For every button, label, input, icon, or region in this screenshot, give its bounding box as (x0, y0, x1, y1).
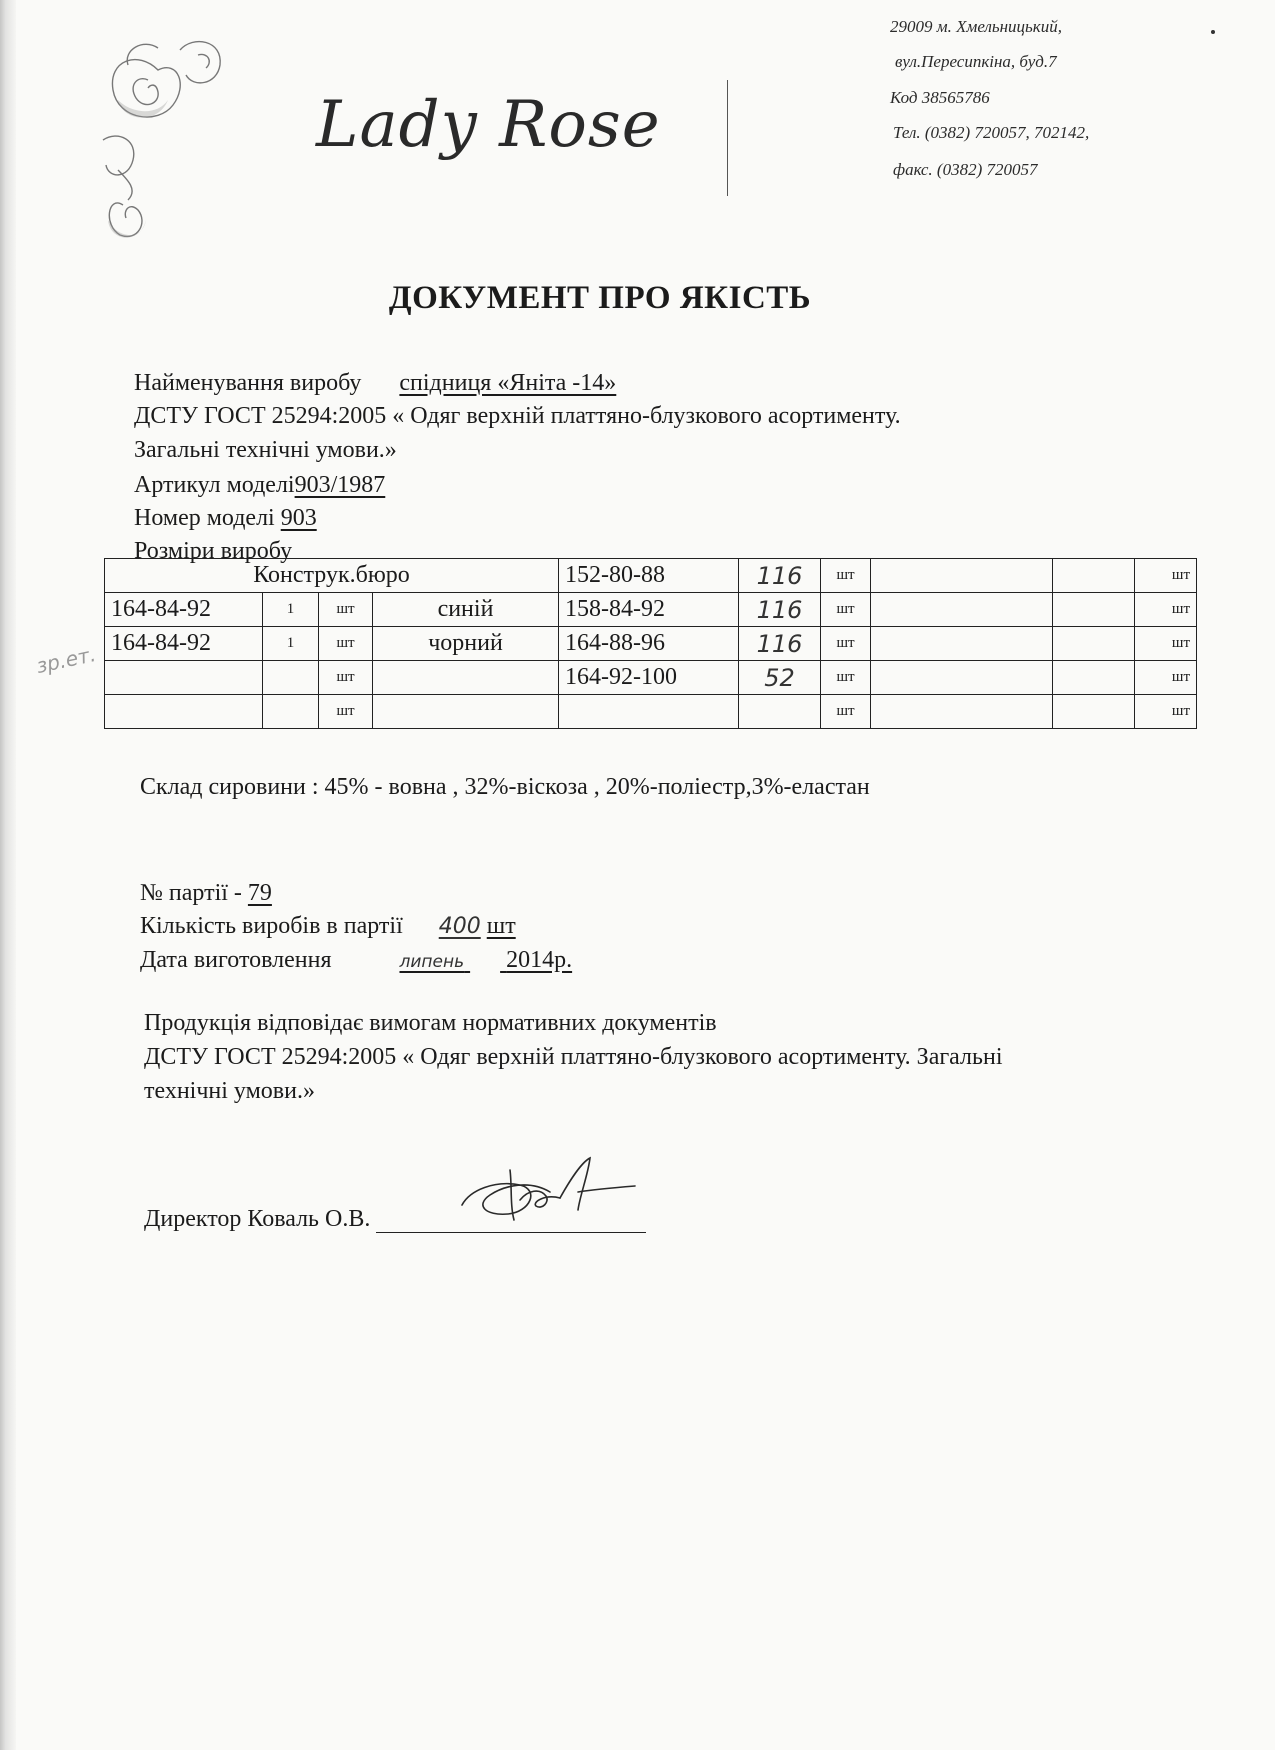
composition-text: Склад сировини : 45% - вовна , 32%-віскоза , 20%-поліестр,3%-еластан (140, 774, 870, 800)
qty-cell (739, 695, 821, 729)
scan-edge (0, 0, 16, 1750)
table-row (105, 593, 1197, 627)
standard-line-1: ДСТУ ГОСТ 25294:2005 « Одяг верхній платтяно-блузкового асортименту. (134, 403, 901, 429)
batch-number-value: 79 (247, 880, 272, 906)
qty-cell: 116 (739, 593, 821, 627)
unit-cell: шт (821, 661, 871, 695)
manufacture-date-label: Дата виготовлення (140, 947, 332, 973)
size-cell (105, 661, 263, 695)
unit-cell: шт (821, 593, 871, 627)
address-line-2: вул.Пересипкіна, буд.7 (895, 52, 1057, 71)
batch-count-value: 400 (438, 914, 481, 939)
qty-cell: 52 (739, 661, 821, 695)
rose-ornament-icon (98, 30, 236, 250)
company-code: Код 38565786 (890, 88, 990, 107)
qty-cell (263, 695, 319, 729)
director-label: Директор Коваль О.В. (144, 1206, 371, 1232)
design-bureau-header: Конструк.бюро (105, 559, 559, 593)
batch-number-label: № партії - (140, 880, 248, 906)
company-phone: Тел. (0382) 720057, 702142, (893, 123, 1090, 142)
address-line-1: 29009 м. Хмельницький, (890, 17, 1062, 36)
qty-cell: 1 (263, 627, 319, 661)
size-cell: 164-92-100 (559, 661, 739, 695)
unit-cell: шт (1135, 627, 1197, 661)
empty-cell (871, 695, 1053, 729)
unit-cell: шт (319, 593, 373, 627)
sizes-table (104, 558, 1197, 729)
company-fax: факс. (0382) 720057 (893, 160, 1038, 179)
color-cell: чорний (373, 627, 559, 661)
standard-line-2: Загальні технічні умови.» (134, 437, 397, 463)
color-cell: синій (373, 593, 559, 627)
handwritten-signature-icon (450, 1150, 640, 1230)
batch-count-row (140, 913, 516, 940)
empty-cell (1053, 627, 1135, 661)
page-title: ДОКУМЕНТ ПРО ЯКІСТЬ (388, 280, 812, 316)
size-cell: 164-84-92 (105, 627, 263, 661)
size-cell (559, 695, 739, 729)
color-cell (373, 661, 559, 695)
compliance-line-3: технічні умови.» (144, 1078, 315, 1104)
article-value: 903/1987 (294, 472, 386, 498)
color-cell (373, 695, 559, 729)
batch-number-row (140, 880, 272, 907)
table-row (105, 661, 1197, 695)
empty-cell (871, 559, 1053, 593)
model-row (134, 505, 317, 532)
size-cell: 164-84-92 (105, 593, 263, 627)
manufacture-month: липень (399, 952, 465, 972)
unit-cell: шт (1135, 661, 1197, 695)
table-row (105, 559, 1197, 593)
unit-cell: шт (1135, 559, 1197, 593)
table-row (105, 627, 1197, 661)
qty-cell: 1 (263, 593, 319, 627)
unit-cell: шт (1135, 695, 1197, 729)
empty-cell (1053, 559, 1135, 593)
size-cell: 158-84-92 (559, 593, 739, 627)
compliance-line-2: ДСТУ ГОСТ 25294:2005 « Одяг верхній платтяно-блузкового асортименту. Загальні (144, 1044, 1003, 1070)
qty-cell (263, 661, 319, 695)
margin-note: зр.ет. (34, 642, 98, 678)
product-name-value: спідниця «Яніта -14» (399, 370, 617, 396)
manufacture-date-row (140, 947, 572, 974)
size-cell: 164-88-96 (559, 627, 739, 661)
empty-cell (1053, 661, 1135, 695)
sizes-label: Розміри виробу (134, 538, 293, 564)
table-row (105, 695, 1197, 729)
company-logo: Lady Rose (316, 88, 661, 162)
article-label: Артикул моделі (134, 472, 295, 498)
header-divider (727, 80, 728, 196)
product-name-label: Найменування виробу (134, 370, 362, 396)
empty-cell (871, 627, 1053, 661)
unit-cell: шт (821, 559, 871, 593)
unit-cell: шт (319, 661, 373, 695)
article-row (134, 472, 385, 499)
size-cell: 152-80-88 (559, 559, 739, 593)
qty-cell: 116 (739, 559, 821, 593)
empty-cell (871, 661, 1053, 695)
unit-cell: шт (821, 627, 871, 661)
model-label: Номер моделі (134, 505, 275, 531)
batch-count-label: Кількість виробів в партії (140, 913, 403, 939)
manufacture-year: 2014р. (506, 947, 573, 973)
empty-cell (1053, 593, 1135, 627)
unit-cell: шт (319, 695, 373, 729)
empty-cell (1053, 695, 1135, 729)
batch-count-unit: шт (486, 913, 516, 939)
qty-cell: 116 (739, 627, 821, 661)
compliance-line-1: Продукція відповідає вимогам нормативних документів (144, 1010, 717, 1036)
product-name-row (134, 370, 616, 397)
size-cell (105, 695, 263, 729)
unit-cell: шт (821, 695, 871, 729)
unit-cell: шт (319, 627, 373, 661)
empty-cell (871, 593, 1053, 627)
speck (1211, 30, 1215, 34)
unit-cell: шт (1135, 593, 1197, 627)
manufacture-date-value (383, 947, 572, 973)
model-value: 903 (280, 505, 317, 531)
